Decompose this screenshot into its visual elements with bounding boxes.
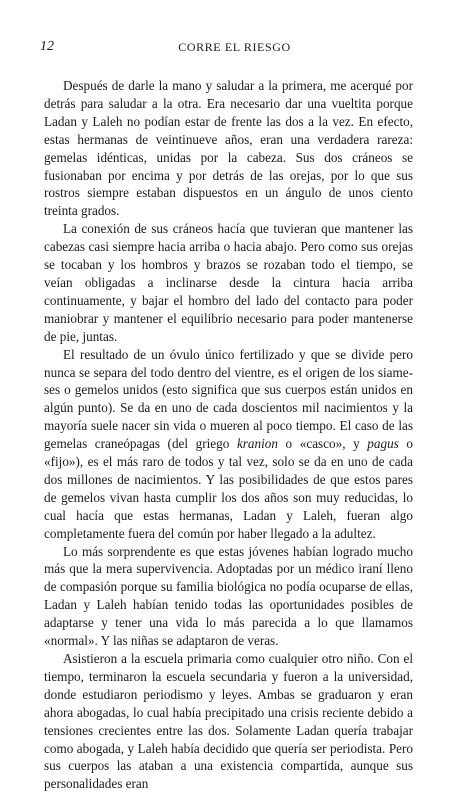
text-run: o «fijo»), es el más raro de todos y tal vez, solo se da en uno de cada dos millones de nacimientos. Y las posibilidades de que estos pares de gemelos vivan hasta cumplir los dos años son muy reducidas, lo cual hacía que estas hermanas, Ladan y Laleh, fueran algo completamente fuera del común por haber llegado a la adultez. [44, 436, 413, 541]
paragraph [44, 346, 413, 543]
text-run: Después de darle la mano y saludar a la primera, me acerqué por detrás para saludar a la otra. Era necesario dar una vueltita porque Ladan y Laleh no podían estar de frente las dos a la vez. En efecto, estas hermanas de veintinueve años, eran una verdadera rareza: gemelas idénticas, unidas por la cabeza. Sus dos cráneos se fusionaban por encima y por detrás de las orejas, por lo que sus rostros siempre estaban dispuestos en un ángulo de unos ciento treinta grados. [44, 78, 413, 219]
paragraph [44, 220, 413, 345]
text-run: o «casco», y [277, 436, 368, 452]
text-run: Asistieron a la escuela primaria como cualquier otro niño. Con el tiempo, terminaron la escuela secundaria y fueron a la universidad, donde estudiaron periodismo y leyes. Ambas se graduaron y eran ahora abogadas, lo cual había precipitado una crisis reciente debido a tensiones crecientes entre las dos. Solamente Ladan quería trabajar como abogada, y Laleh había decidido que quería ser periodista. Pero sus cuerpos las ataban a una existencia compartida, aunque sus personalidades eran [44, 651, 413, 792]
running-title: CORRE EL RIESGO [178, 40, 291, 54]
text-run: Lo más sorprendente es que estas jóvenes habían logrado mucho más que la mera supervivencia. Adoptadas por un médico iraní lleno de compasión porque su familia biológica no podía ocuparse de ellas, Ladan y Laleh habían tenido todas las oportunidades posibles de adaptarse y tener una vida lo más parecida a lo que llamamos «normal». Y las niñas se adaptaron de veras. [44, 543, 413, 649]
body-text [44, 77, 413, 793]
paragraph [44, 543, 413, 650]
page-number: 12 [40, 39, 54, 54]
text-run: El resultado de un óvulo único fertilizado y que se divide pero nunca se separa del todo dentro del vientre, es el origen de los siameses o gemelos unidos (esto significa que sus cuerpos están unidos en algún punto). Se da en uno de cada doscientos mil nacimientos y la mayoría suele nacer sin vida o mueren al poco tiempo. El caso de las gemelas craneópagas (del griego [44, 346, 413, 452]
paragraph [44, 650, 413, 793]
italic-term: kranion [236, 436, 278, 452]
italic-term: pagus [367, 436, 399, 452]
page-header [40, 38, 415, 56]
paragraph [44, 77, 413, 220]
text-run: La conexión de sus cráneos hacía que tuvieran que mantener las cabezas casi siempre hacia arriba o hacia abajo. Pero como sus orejas se tocaban y los hombros y brazos se rozaban todo el tiempo, se veían obligadas a inclinarse desde la cintura hacia arriba continuamente, y bajar el hombro del lado del contacto para poder maniobrar y mantener el equilibrio necesario para poder mantenerse de pie, juntas. [44, 221, 413, 344]
